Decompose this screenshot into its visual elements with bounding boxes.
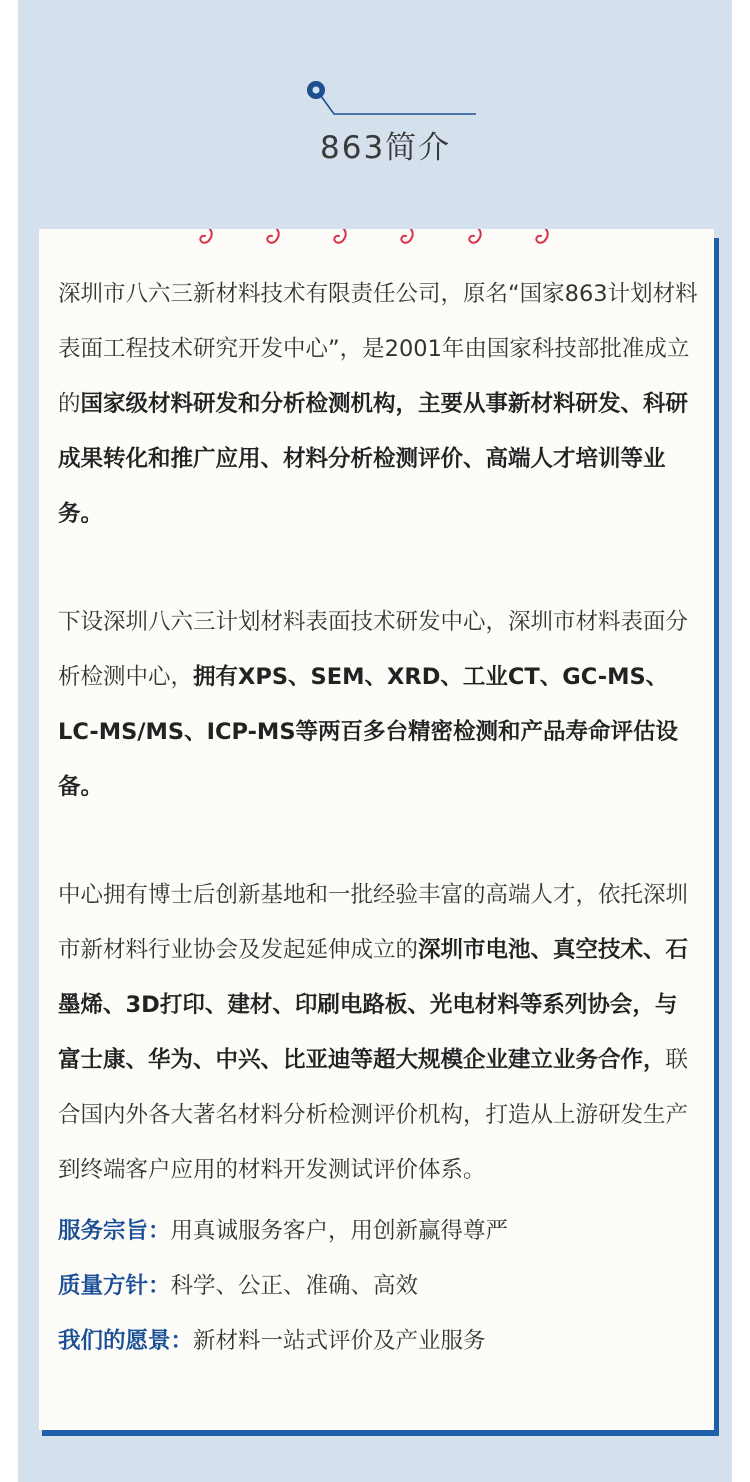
value-text: 用真诚服务客户，用创新赢得尊严 xyxy=(170,1218,509,1244)
binder-rings-icon xyxy=(39,229,714,253)
heading-decoration-icon xyxy=(298,76,478,121)
value-label: 服务宗旨： xyxy=(58,1218,171,1244)
value-text: 新材料一站式评价及产业服务 xyxy=(193,1328,486,1354)
value-row-service xyxy=(58,1204,698,1259)
facilities-text: 下设深圳八六三计划材料表面技术研发中心，深圳市材料表面分析检测中心， xyxy=(58,609,689,690)
content-card xyxy=(39,229,714,1430)
page-title: 863简介 xyxy=(320,130,452,166)
intro-paragraph xyxy=(58,267,698,542)
value-row-vision xyxy=(58,1314,698,1369)
card-body xyxy=(58,267,698,1369)
partnership-text-end: 联合国内外各大著名材料分析检测评价机构，打造从上游研发生产到终端客户应用的材料开发测试评价体系。 xyxy=(58,1047,689,1183)
partnership-paragraph xyxy=(58,868,698,1198)
value-row-quality xyxy=(58,1259,698,1314)
value-label: 我们的愿景： xyxy=(58,1328,194,1354)
partnership-text: 中心拥有博士后创新基地和一批经验丰富的高端人才，依托深圳市新材料行业协会及发起延伸成立的 xyxy=(58,882,689,963)
page-background xyxy=(18,0,732,1482)
intro-highlight: 国家级材料研发和分析检测机构，主要从事新材料研发、科研成果转化和推广应用、材料分析检测评价、高端人才培训等业务。 xyxy=(58,391,689,527)
value-label: 质量方针： xyxy=(58,1273,171,1299)
value-text: 科学、公正、准确、高效 xyxy=(170,1273,419,1299)
facilities-paragraph xyxy=(58,595,698,815)
paragraph-spacer xyxy=(58,815,698,868)
partnership-highlight: 深圳市电池、真空技术、石墨烯、3D打印、建材、印刷电路板、光电材料等系列协会，与富士康、华为、中兴、比亚迪等超大规模企业建立业务合作， xyxy=(58,937,689,1073)
intro-text: 深圳市八六三新材料技术有限责任公司，原名“国家863计划材料表面工程技术研究开发中心”，是2001年由国家科技部批准成立的 xyxy=(58,281,698,417)
facilities-highlight: 拥有XPS、SEM、XRD、工业CT、GC-MS、LC-MS/MS、ICP-MS等两百多台精密检测和产品寿命评估设备。 xyxy=(58,664,679,800)
values-list xyxy=(58,1204,698,1369)
paragraph-spacer xyxy=(58,542,698,595)
